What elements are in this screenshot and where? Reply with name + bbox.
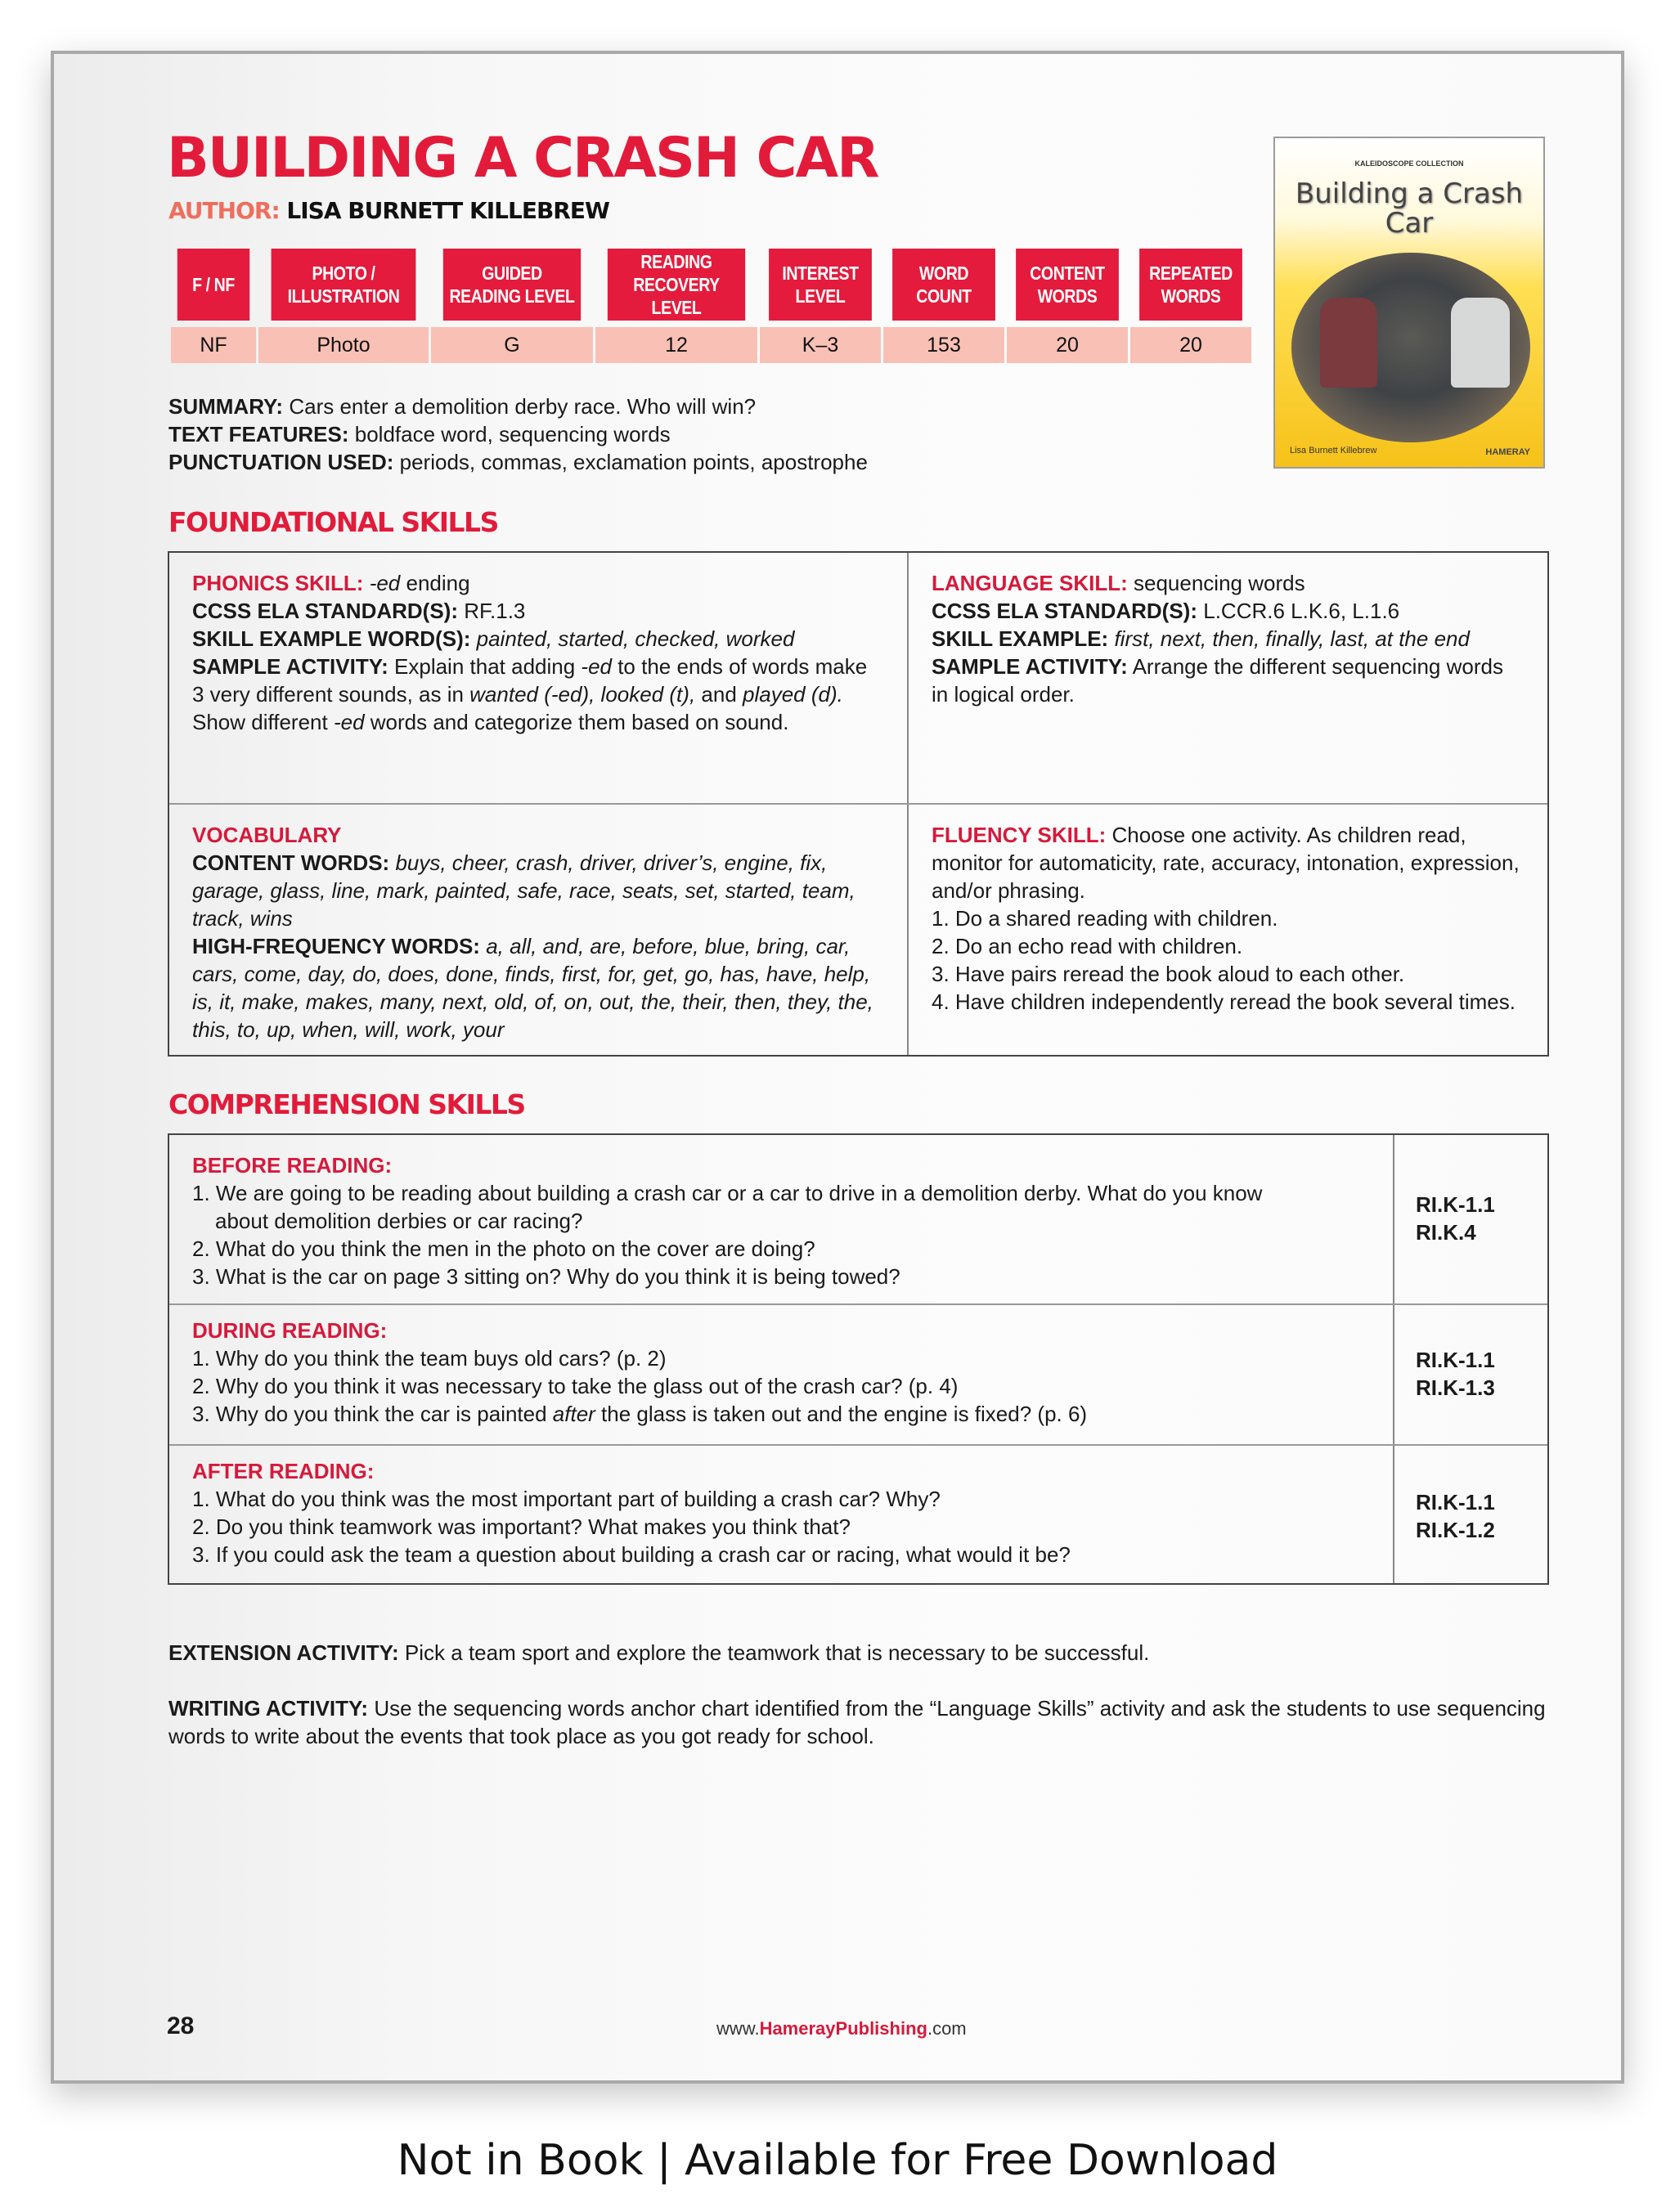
after-reading-cell [169, 1446, 1393, 1580]
standard-code: RI.K-1.2 [1416, 1518, 1495, 1542]
during-reading-list [192, 1344, 1370, 1428]
item-em: after [552, 1402, 595, 1426]
document-page [51, 51, 1624, 2084]
fluency-intro: Choose one activity. As children read, monitor for automaticity, rate, accuracy, intonation, expression, and/or phrasing. [932, 823, 1520, 903]
header-cell: PHOTO / ILLUSTRATION [272, 249, 416, 321]
activity-text: words and categorize them based on sound. [364, 710, 789, 734]
activity-em: -ed [581, 654, 612, 679]
column-divider [1393, 1135, 1394, 1583]
language-skill: sequencing words [1134, 571, 1305, 595]
list-item [192, 1400, 1370, 1428]
phonics-cell [169, 553, 907, 803]
cover-person [1320, 298, 1377, 388]
list-item: 1. Why do you think the team buys old cars? (p. 2) [192, 1346, 667, 1371]
activity-text: and [695, 682, 743, 707]
standard-code: RI.K-1.1 [1416, 1192, 1495, 1217]
list-item: 2. What do you think the men in the photo on the cover are doing? [192, 1236, 815, 1261]
example-value: first, next, then, finally, last, at the end [1114, 626, 1470, 651]
high-frequency-words: a, all, and, are, before, blue, bring, car, cars, come, day, do, does, done, finds, first, for, get, go, has, have, help, is, it, make, makes, many, next, old, of, on, out, the, their, then, they, the, this, to, up, when, will, work, your [192, 934, 873, 1042]
header-cell: CONTENT WORDS [1016, 249, 1119, 321]
value-cell: 153 [883, 327, 1004, 363]
standard-code: RI.K-1.3 [1416, 1375, 1495, 1400]
author-label: AUTHOR: [168, 197, 280, 224]
writing-text: Use the sequencing words anchor chart identified from the “Language Skills” activity and ask the students to use sequencing words to write about the events that took place as you got ready for school. [168, 1696, 1546, 1748]
phonics-label: PHONICS SKILL: [192, 571, 364, 595]
activity-text: to the ends of words make 3 very different sounds, as in [192, 654, 868, 707]
ccss-label: CCSS ELA STANDARD(S): [932, 599, 1197, 623]
book-info-table [168, 249, 1254, 363]
list-item: 2. Do an echo read with children. [932, 934, 1243, 958]
ccss-value: L.CCR.6 L.K.6, L.1.6 [1203, 599, 1400, 623]
summary-line [168, 393, 756, 420]
activity-label: SAMPLE ACTIVITY: [932, 654, 1128, 679]
author-line [168, 197, 609, 224]
after-reading-standards [1416, 1488, 1495, 1544]
url-prefix: www. [716, 2018, 760, 2039]
text-features-line [168, 420, 671, 448]
summary-label: SUMMARY: [168, 394, 284, 419]
activity-em: -ed [333, 710, 365, 734]
activity-em: played (d). [743, 682, 843, 707]
example-label: SKILL EXAMPLE: [932, 626, 1109, 651]
during-reading-cell [169, 1305, 1393, 1439]
cover-title: Building a Crash Car [1295, 177, 1524, 240]
before-reading-label: BEFORE READING: [192, 1153, 393, 1178]
example-label: SKILL EXAMPLE WORD(S): [192, 626, 471, 651]
cover-publisher-logo: HAMERAY [1485, 447, 1530, 457]
punctuation-text: periods, commas, exclamation points, apostrophe [399, 450, 868, 474]
vocabulary-cell [169, 805, 907, 1055]
after-reading-label: AFTER READING: [192, 1459, 375, 1483]
fluency-list [932, 904, 1525, 1016]
during-reading-standards [1416, 1346, 1495, 1402]
during-reading-label: DURING READING: [192, 1318, 388, 1343]
before-reading-list [192, 1179, 1370, 1290]
writing-activity [168, 1694, 1551, 1750]
foundational-skills-heading: FOUNDATIONAL SKILLS [168, 506, 498, 538]
list-item: 2. Why do you think it was necessary to take the glass out of the crash car? (p. 4) [192, 1374, 959, 1398]
list-item: 2. Do you think teamwork was important? What makes you think that? [192, 1514, 851, 1539]
before-reading-standards [1416, 1191, 1495, 1246]
list-item: 1. We are going to be reading about building a crash car or a car to drive in a demolition derby. What do you know about demolition derbies or car racing? [192, 1181, 1263, 1233]
url-suffix: .com [927, 2018, 967, 2039]
fluency-label: FLUENCY SKILL: [932, 823, 1107, 847]
list-item: 3. If you could ask the team a question about building a crash car or racing, what would it be? [192, 1542, 1071, 1567]
comprehension-table [168, 1133, 1549, 1585]
ccss-label: CCSS ELA STANDARD(S): [192, 599, 458, 623]
value-cell: 20 [1130, 327, 1251, 363]
activity-em: wanted (-ed), looked (t), [469, 682, 696, 707]
extension-activity [168, 1639, 1551, 1667]
content-words: buys, cheer, crash, driver, driver’s, engine, fix, garage, glass, line, mark, painted, safe, race, seats, set, started, team, track, wins [192, 850, 855, 931]
fluency-cell [909, 805, 1547, 1055]
punctuation-line [168, 448, 868, 476]
summary-text: Cars enter a demolition derby race. Who will win? [289, 394, 757, 419]
vocabulary-label: VOCABULARY [192, 823, 342, 847]
standard-code: RI.K.4 [1416, 1220, 1476, 1245]
example-value: painted, started, checked, worked [476, 626, 795, 651]
header-cell: READING RECOVERY LEVEL [608, 249, 745, 321]
header-cell: F / NF [177, 249, 249, 321]
extension-text: Pick a team sport and explore the teamwork that is necessary to be successful. [404, 1640, 1150, 1665]
after-reading-list [192, 1485, 1370, 1568]
phonics-skill-em: -ed [369, 571, 401, 595]
activity-text: Explain that adding [394, 654, 582, 679]
list-item: 3. Have pairs reread the book aloud to each other. [932, 962, 1405, 986]
text-features-text: boldface word, sequencing words [354, 422, 671, 446]
comprehension-skills-heading: COMPREHENSION SKILLS [168, 1088, 525, 1120]
header-cell: GUIDED READING LEVEL [443, 249, 581, 321]
activity-text: Show different [192, 710, 334, 734]
standard-code: RI.K-1.1 [1416, 1490, 1495, 1514]
activity-text: Arrange the different sequencing words in logical order. [932, 654, 1503, 707]
list-item: 4. Have children independently reread the book several times. [932, 989, 1516, 1014]
language-label: LANGUAGE SKILL: [932, 571, 1128, 595]
text-features-label: TEXT FEATURES: [168, 422, 349, 446]
cover-author: Lisa Burnett Killebrew [1290, 446, 1377, 455]
header-cell: WORD COUNT [892, 249, 995, 321]
before-reading-cell [169, 1135, 1393, 1307]
standard-code: RI.K-1.1 [1416, 1348, 1495, 1372]
value-cell: 12 [595, 327, 757, 363]
value-cell: K–3 [760, 327, 881, 363]
page-title: BUILDING A CRASH CAR [167, 126, 878, 191]
list-item: 1. Do a shared reading with children. [932, 906, 1278, 931]
foundational-skills-table [168, 551, 1549, 1057]
list-item: 3. What is the car on page 3 sitting on? Why do you think it is being towed? [192, 1264, 900, 1289]
punctuation-label: PUNCTUATION USED: [168, 450, 394, 474]
high-frequency-label: HIGH-FREQUENCY WORDS: [192, 934, 480, 958]
header-cell: INTEREST LEVEL [769, 249, 872, 321]
cover-series: KALEIDOSCOPE COLLECTION [1354, 159, 1464, 168]
header-cell: REPEATED WORDS [1139, 249, 1242, 321]
value-cell: NF [171, 327, 256, 363]
url-brand: HamerayPublishing [759, 2018, 927, 2039]
info-value-row [171, 327, 1251, 363]
value-cell: Photo [258, 327, 429, 363]
value-cell: 20 [1007, 327, 1128, 363]
cover-person [1451, 298, 1510, 388]
list-item: 1. What do you think was the most important part of building a crash car? Why? [192, 1487, 941, 1511]
value-cell: G [431, 327, 593, 363]
item-text: the glass is taken out and the engine is fixed? (p. 6) [595, 1402, 1088, 1426]
info-header-row [171, 249, 1251, 321]
author-name: LISA BURNETT KILLEBREW [286, 197, 609, 224]
ccss-value: RF.1.3 [464, 599, 526, 623]
language-cell [909, 553, 1547, 803]
download-caption: Not in Book | Available for Free Download [397, 2136, 1278, 2185]
extension-label: EXTENSION ACTIVITY: [168, 1640, 399, 1665]
phonics-skill: ending [400, 571, 470, 595]
publisher-url[interactable] [716, 2018, 967, 2039]
book-cover-image [1273, 137, 1545, 469]
writing-label: WRITING ACTIVITY: [168, 1696, 369, 1721]
content-words-label: CONTENT WORDS: [192, 850, 390, 875]
item-text: 3. Why do you think the car is painted [192, 1402, 553, 1426]
activity-label: SAMPLE ACTIVITY: [192, 654, 388, 679]
page-number: 28 [167, 2012, 195, 2039]
